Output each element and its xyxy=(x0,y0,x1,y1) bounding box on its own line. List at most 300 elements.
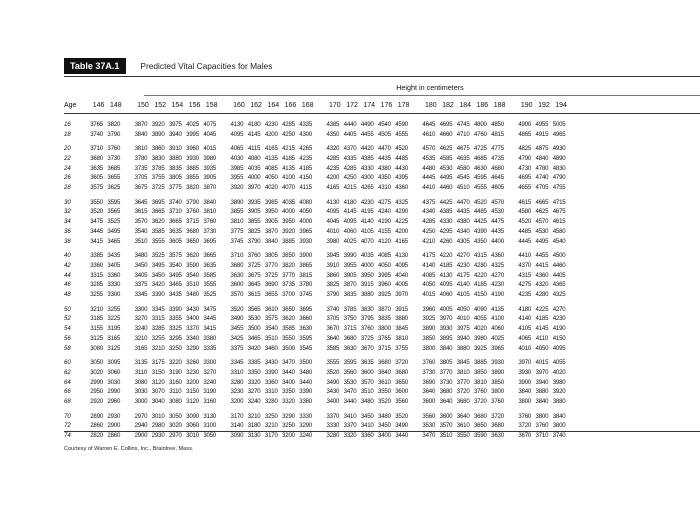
value-cell: 3480 xyxy=(360,398,374,406)
value-cell: 4075 xyxy=(203,121,217,128)
value-cell: 4095 xyxy=(552,344,566,352)
value-cell: 3290 xyxy=(282,412,295,420)
value-cell: 3840 xyxy=(535,398,549,406)
value-cell: 4190 xyxy=(378,218,391,226)
age-cell: 34 xyxy=(64,218,71,226)
value-cell: 3495 xyxy=(168,271,182,279)
value-group xyxy=(324,144,410,154)
value-cell: 4015 xyxy=(535,359,549,367)
value-cell: 4230 xyxy=(552,315,566,323)
value-cell: 4300 xyxy=(299,130,313,138)
value-cell: 3865 xyxy=(299,261,313,269)
value-cell: 4105 xyxy=(360,227,374,235)
value-cell: 4150 xyxy=(473,291,487,299)
value-cell: 4035 xyxy=(360,252,374,260)
value-cell: 3760 xyxy=(360,325,374,333)
value-cell: 3775 xyxy=(168,184,182,192)
value-cell: 3725 xyxy=(247,261,261,269)
value-group xyxy=(88,387,122,397)
value-cell: 4085 xyxy=(422,271,436,279)
value-cell: 3725 xyxy=(264,271,278,279)
value-cell: 4790 xyxy=(518,154,532,162)
value-cell: 3420 xyxy=(247,344,261,352)
age-block xyxy=(64,412,578,441)
value-cell: 3480 xyxy=(134,252,148,260)
value-cell: 4315 xyxy=(473,252,487,260)
value-cell: 3990 xyxy=(343,252,357,260)
value-cell: 3925 xyxy=(422,315,436,323)
value-cell: 3360 xyxy=(299,398,313,406)
value-group xyxy=(516,280,568,290)
value-cell: 4510 xyxy=(456,184,470,192)
value-group xyxy=(324,344,410,354)
value-cell: 4655 xyxy=(518,184,532,192)
value-cell: 4190 xyxy=(552,325,566,333)
age-cell: 22 xyxy=(64,154,71,162)
value-cell: 4350 xyxy=(378,174,391,182)
value-cell: 3240 xyxy=(247,398,261,406)
value-cell: 3705 xyxy=(326,315,340,323)
value-cell: 4325 xyxy=(552,291,566,299)
value-cell: 4625 xyxy=(439,145,453,153)
value-group xyxy=(88,227,122,237)
value-group xyxy=(228,217,314,227)
age-block xyxy=(64,198,578,247)
value-cell: 3800 xyxy=(552,422,566,430)
value-cell: 3870 xyxy=(264,227,278,235)
value-cell: 4780 xyxy=(535,164,549,172)
value-cell: 3550 xyxy=(378,388,391,396)
value-cell: 4235 xyxy=(518,291,532,299)
value-cell: 3805 xyxy=(439,359,453,367)
value-cell: 3230 xyxy=(230,388,244,396)
value-group xyxy=(88,431,122,441)
value-cell: 4395 xyxy=(395,174,408,182)
value-group xyxy=(228,368,314,378)
value-cell: 4285 xyxy=(326,154,340,162)
value-cell: 3805 xyxy=(264,252,278,260)
value-cell: 4570 xyxy=(535,218,549,226)
value-cell: 4305 xyxy=(456,237,470,245)
age-cell: 62 xyxy=(64,368,71,376)
value-group xyxy=(324,237,410,247)
value-cell: 4270 xyxy=(552,305,566,313)
value-cell: 4520 xyxy=(473,198,487,206)
value-cell: 3550 xyxy=(90,198,103,206)
height-header: 148 xyxy=(109,101,122,109)
age-cell: 56 xyxy=(64,334,71,342)
value-cell: 4200 xyxy=(326,174,340,182)
value-cell: 3160 xyxy=(203,398,217,406)
value-cell: 4175 xyxy=(422,252,436,260)
value-group xyxy=(516,421,568,431)
value-cell: 4360 xyxy=(535,271,549,279)
value-group xyxy=(420,130,506,140)
value-cell: 4235 xyxy=(326,164,340,172)
value-group xyxy=(88,120,122,130)
value-cell: 3195 xyxy=(107,325,121,333)
value-cell: 3675 xyxy=(247,271,261,279)
value-group xyxy=(516,305,568,315)
value-cell: 3100 xyxy=(203,422,217,430)
value-cell: 3270 xyxy=(247,388,261,396)
value-cell: 4280 xyxy=(535,291,549,299)
age-cell: 54 xyxy=(64,325,71,333)
table-row xyxy=(64,344,578,354)
value-cell: 3880 xyxy=(552,398,566,406)
value-cell: 3360 xyxy=(264,378,278,386)
value-cell: 4050 xyxy=(422,281,436,289)
value-cell: 3510 xyxy=(360,388,374,396)
table-row xyxy=(64,412,578,422)
value-group xyxy=(324,324,410,334)
value-cell: 3415 xyxy=(90,237,103,245)
value-cell: 3850 xyxy=(491,378,504,386)
height-group xyxy=(90,102,124,109)
value-cell: 3630 xyxy=(491,432,504,440)
value-cell: 4330 xyxy=(360,164,374,172)
value-cell: 2970 xyxy=(134,412,148,420)
value-cell: 4350 xyxy=(326,130,340,138)
value-cell: 3240 xyxy=(134,325,148,333)
value-group xyxy=(228,173,314,183)
value-cell: 3495 xyxy=(151,261,165,269)
value-cell: 3475 xyxy=(203,305,217,313)
table-row xyxy=(64,217,578,227)
value-cell: 3825 xyxy=(326,281,340,289)
value-cell: 3450 xyxy=(151,271,165,279)
value-group xyxy=(324,334,410,344)
value-cell: 3565 xyxy=(247,305,261,313)
value-cell: 3770 xyxy=(282,271,295,279)
value-cell: 3410 xyxy=(360,422,374,430)
value-group xyxy=(324,368,410,378)
value-group xyxy=(88,412,122,422)
table-row xyxy=(64,227,578,237)
value-cell: 4360 xyxy=(395,184,408,192)
value-cell: 4085 xyxy=(378,252,391,260)
value-cell: 3155 xyxy=(90,325,103,333)
value-group xyxy=(88,217,122,227)
value-cell: 2900 xyxy=(107,422,121,430)
value-cell: 4295 xyxy=(439,227,453,235)
value-cell: 3685 xyxy=(107,164,121,172)
value-group xyxy=(88,271,122,281)
value-cell: 3740 xyxy=(90,130,103,138)
value-cell: 3540 xyxy=(264,325,278,333)
value-group xyxy=(132,397,218,407)
value-cell: 4360 xyxy=(491,252,504,260)
value-cell: 4140 xyxy=(360,218,374,226)
value-cell: 3260 xyxy=(186,359,199,367)
value-cell: 4030 xyxy=(230,154,244,162)
value-cell: 3855 xyxy=(247,218,261,226)
table-row xyxy=(64,290,578,300)
value-cell: 4790 xyxy=(552,174,566,182)
value-cell: 3320 xyxy=(282,398,295,406)
value-cell: 4825 xyxy=(518,145,532,153)
table-row xyxy=(64,431,578,441)
value-group xyxy=(420,431,506,441)
value-cell: 3965 xyxy=(491,344,504,352)
table-row xyxy=(64,144,578,154)
value-cell: 3880 xyxy=(456,344,470,352)
value-cell: 3600 xyxy=(230,281,244,289)
value-cell: 4250 xyxy=(422,227,436,235)
value-group xyxy=(228,334,314,344)
value-group xyxy=(88,198,122,208)
value-cell: 3790 xyxy=(186,198,199,206)
value-group xyxy=(420,237,506,247)
value-cell: 3620 xyxy=(151,218,165,226)
value-cell: 3400 xyxy=(186,315,199,323)
value-cell: 3575 xyxy=(264,315,278,323)
value-cell: 4405 xyxy=(343,130,357,138)
height-header: 162 xyxy=(250,101,262,109)
value-cell: 3995 xyxy=(378,271,391,279)
value-group xyxy=(88,280,122,290)
value-cell: 3765 xyxy=(378,334,391,342)
value-group xyxy=(420,280,506,290)
value-group xyxy=(516,344,568,354)
value-cell: 3850 xyxy=(282,252,295,260)
value-cell: 2930 xyxy=(151,432,165,440)
value-cell: 3240 xyxy=(203,378,217,386)
value-cell: 4180 xyxy=(247,121,261,128)
value-cell: 3680 xyxy=(343,334,357,342)
value-cell: 3455 xyxy=(230,325,244,333)
value-cell: 3720 xyxy=(473,398,487,406)
value-cell: 4230 xyxy=(491,281,504,289)
value-cell: 2930 xyxy=(107,412,121,420)
value-cell: 4555 xyxy=(473,184,487,192)
value-cell: 3715 xyxy=(378,344,391,352)
value-cell: 3630 xyxy=(230,271,244,279)
value-cell: 3090 xyxy=(230,432,244,440)
value-group xyxy=(420,324,506,334)
value-cell: 4365 xyxy=(552,281,566,289)
value-cell: 3960 xyxy=(422,305,436,313)
value-cell: 3150 xyxy=(151,368,165,376)
value-cell: 3910 xyxy=(326,261,340,269)
value-cell: 3695 xyxy=(203,237,217,245)
value-group xyxy=(516,217,568,227)
value-cell: 3835 xyxy=(168,164,182,172)
value-cell: 4375 xyxy=(422,198,436,206)
value-cell: 4105 xyxy=(518,325,532,333)
value-cell: 3740 xyxy=(552,432,566,440)
value-cell: 3465 xyxy=(107,237,121,245)
value-group xyxy=(516,314,568,324)
table-row xyxy=(64,154,578,164)
value-cell: 3445 xyxy=(203,315,217,323)
value-group xyxy=(420,183,506,193)
value-group xyxy=(516,378,568,388)
value-cell: 4140 xyxy=(518,315,532,323)
value-cell: 3945 xyxy=(326,252,340,260)
value-cell: 3735 xyxy=(134,164,148,172)
value-cell: 3530 xyxy=(422,422,436,430)
value-cell: 3920 xyxy=(552,388,566,396)
value-cell: 3930 xyxy=(299,237,313,245)
value-cell: 3255 xyxy=(151,334,165,342)
value-cell: 3570 xyxy=(134,218,148,226)
height-group xyxy=(422,102,508,109)
value-cell: 3300 xyxy=(107,291,121,299)
value-cell: 3725 xyxy=(360,334,374,342)
value-cell: 4815 xyxy=(491,130,504,138)
value-cell: 3140 xyxy=(230,422,244,430)
value-cell: 3730 xyxy=(422,368,436,376)
table-row xyxy=(64,183,578,193)
value-cell: 3650 xyxy=(395,378,408,386)
table-body xyxy=(64,120,578,445)
value-cell: 3120 xyxy=(151,378,165,386)
value-cell: 3165 xyxy=(134,344,148,352)
value-cell: 3445 xyxy=(90,227,103,235)
value-group xyxy=(132,251,218,261)
value-group xyxy=(132,324,218,334)
value-cell: 3710 xyxy=(230,252,244,260)
value-cell: 4545 xyxy=(456,174,470,182)
value-cell: 4020 xyxy=(264,184,278,192)
value-group xyxy=(228,397,314,407)
value-cell: 3520 xyxy=(395,412,408,420)
age-cell: 46 xyxy=(64,281,71,289)
value-cell: 3680 xyxy=(456,398,470,406)
value-group xyxy=(228,305,314,315)
table-row xyxy=(64,130,578,140)
value-cell: 4710 xyxy=(456,130,470,138)
value-cell: 3680 xyxy=(439,388,453,396)
value-cell: 3920 xyxy=(151,121,165,128)
value-cell: 3190 xyxy=(168,368,182,376)
value-group xyxy=(132,412,218,422)
height-header: 178 xyxy=(397,101,410,109)
value-cell: 4555 xyxy=(395,130,408,138)
value-cell: 3755 xyxy=(151,174,165,182)
value-cell: 3760 xyxy=(203,218,217,226)
value-cell: 3810 xyxy=(230,218,244,226)
age-cell: 42 xyxy=(64,261,71,269)
value-cell: 3200 xyxy=(186,378,199,386)
value-cell: 3090 xyxy=(186,412,199,420)
value-cell: 4630 xyxy=(473,164,487,172)
value-group xyxy=(228,154,314,164)
value-cell: 3980 xyxy=(203,154,217,162)
value-cell: 4495 xyxy=(535,237,549,245)
value-cell: 3525 xyxy=(203,291,217,299)
value-cell: 3330 xyxy=(299,412,313,420)
age-cell: 70 xyxy=(64,412,71,420)
value-cell: 4330 xyxy=(439,218,453,226)
value-cell: 4130 xyxy=(395,252,408,260)
value-cell: 4460 xyxy=(439,184,453,192)
value-cell: 4015 xyxy=(203,145,217,153)
value-cell: 3380 xyxy=(203,334,217,342)
value-cell: 3575 xyxy=(90,184,103,192)
value-cell: 4675 xyxy=(552,208,566,216)
value-cell: 3595 xyxy=(343,359,357,367)
value-group xyxy=(324,397,410,407)
age-cell: 32 xyxy=(64,208,71,216)
value-cell: 3110 xyxy=(169,388,182,396)
value-cell: 4230 xyxy=(360,198,374,206)
value-group xyxy=(420,358,506,368)
value-cell: 4445 xyxy=(422,174,436,182)
value-cell: 3220 xyxy=(168,359,182,367)
value-cell: 3950 xyxy=(360,271,374,279)
value-cell: 3880 xyxy=(360,291,374,299)
value-cell: 3630 xyxy=(299,325,313,333)
value-group xyxy=(516,387,568,397)
value-cell: 3590 xyxy=(186,261,199,269)
value-cell: 4130 xyxy=(230,121,244,128)
value-group xyxy=(132,173,218,183)
value-group xyxy=(420,387,506,397)
value-cell: 3585 xyxy=(151,227,165,235)
value-cell: 3600 xyxy=(360,368,374,376)
value-cell: 4100 xyxy=(491,315,504,323)
value-group xyxy=(420,271,506,281)
value-cell: 3330 xyxy=(107,281,121,289)
value-group xyxy=(88,290,122,300)
value-cell: 3880 xyxy=(395,315,408,323)
value-cell: 3390 xyxy=(168,305,182,313)
value-cell: 4755 xyxy=(552,184,566,192)
value-cell: 4025 xyxy=(491,334,504,342)
table-row xyxy=(64,421,578,431)
value-cell: 3510 xyxy=(134,237,148,245)
value-cell: 4930 xyxy=(552,145,566,153)
value-cell: 2820 xyxy=(90,432,103,440)
value-cell: 4190 xyxy=(491,291,504,299)
value-group xyxy=(228,183,314,193)
table-row xyxy=(64,251,578,261)
value-cell: 4195 xyxy=(360,208,374,216)
table-title-row xyxy=(64,58,272,74)
value-cell: 4705 xyxy=(535,184,549,192)
height-group xyxy=(518,102,570,109)
table-row xyxy=(64,173,578,183)
value-cell: 4065 xyxy=(518,334,532,342)
value-cell: 3920 xyxy=(282,227,295,235)
age-cell: 74 xyxy=(64,432,71,440)
value-cell: 3255 xyxy=(107,305,121,313)
value-cell: 3250 xyxy=(168,344,182,352)
value-cell: 3625 xyxy=(107,184,121,192)
value-cell: 4095 xyxy=(395,261,408,269)
value-cell: 4520 xyxy=(518,218,532,226)
top-rule xyxy=(64,76,700,77)
value-group xyxy=(88,130,122,140)
value-cell: 3730 xyxy=(439,378,453,386)
value-cell: 3845 xyxy=(456,359,470,367)
value-cell: 4605 xyxy=(491,184,504,192)
value-group xyxy=(516,198,568,208)
value-cell: 3930 xyxy=(491,359,504,367)
value-cell: 3850 xyxy=(473,368,487,376)
value-cell: 4020 xyxy=(473,325,487,333)
height-header: 188 xyxy=(493,101,506,109)
value-group xyxy=(228,237,314,247)
value-cell: 3510 xyxy=(439,432,453,440)
value-cell: 4530 xyxy=(491,208,504,216)
height-header: 154 xyxy=(171,101,184,109)
value-cell: 4180 xyxy=(518,305,532,313)
value-group xyxy=(88,344,122,354)
value-cell: 4455 xyxy=(535,252,549,260)
